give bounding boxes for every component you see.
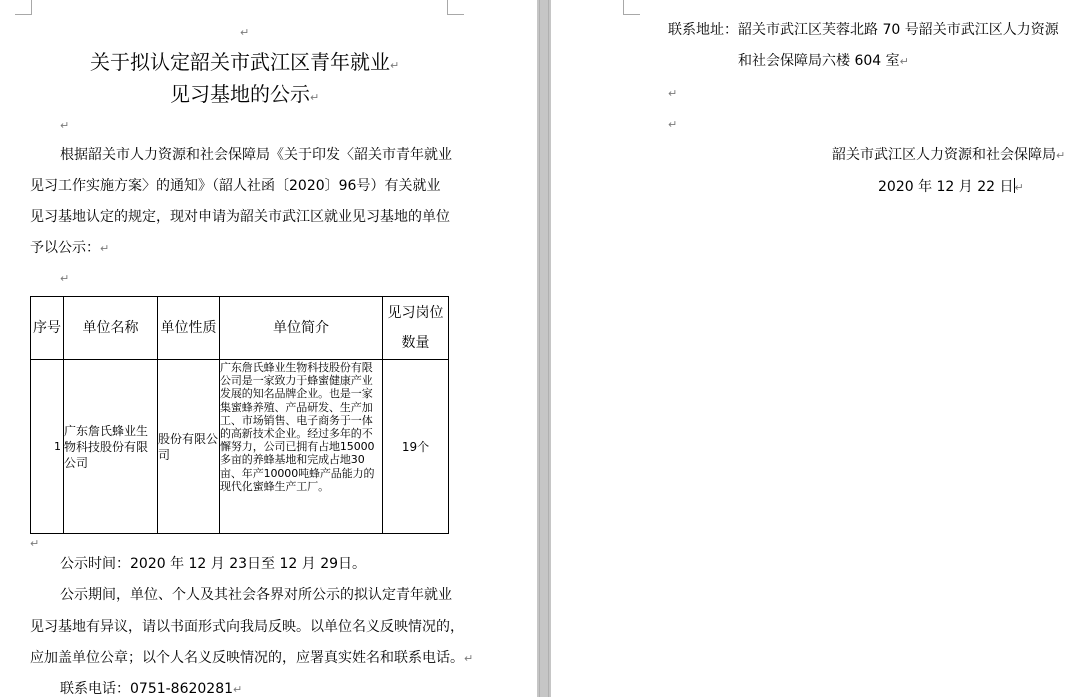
cell-name[interactable]: 广东詹氏蜂业生物科技股份有限公司	[64, 360, 158, 534]
cell-posts[interactable]: 19个	[383, 360, 449, 534]
paragraph-mark: ↵	[668, 118, 678, 131]
signature-date[interactable]: 2020 年 12 月 22 日↵	[878, 179, 1024, 195]
objection-line-1[interactable]: 公示期间，单位、个人及其社会各界对所公示的拟认定青年就业	[60, 587, 452, 603]
table-header-row	[31, 297, 449, 360]
cell-nature[interactable]: 股份有限公司	[158, 360, 220, 534]
crop-mark-top-left	[623, 0, 640, 15]
cell-no[interactable]: 1	[31, 360, 64, 534]
paragraph-mark: ↵	[60, 272, 70, 285]
body-line-3[interactable]: 见习基地认定的规定，现对申请为韶关市武江区就业见习基地的单位	[30, 209, 450, 225]
signature-organization[interactable]: 韶关市武江区人力资源和社会保障局↵	[832, 147, 1066, 163]
crop-mark-top-right	[447, 0, 464, 15]
header-intro[interactable]: 单位简介	[220, 297, 383, 360]
table-row	[31, 360, 449, 534]
contact-address-line-1[interactable]: 联系地址：韶关市武江区芙蓉北路 70 号韶关市武江区人力资源	[668, 22, 1059, 38]
notice-time[interactable]: 公示时间：2020 年 12 月 23日至 12 月 29日。	[60, 556, 367, 572]
applicant-table	[30, 296, 449, 534]
objection-line-3[interactable]: 应加盖单位公章；以个人名义反映情况的，应署真实姓名和联系电话。↵	[30, 650, 474, 666]
document-title-line-1[interactable]: 关于拟认定韶关市武江区青年就业↵	[90, 50, 400, 74]
page-gutter	[537, 0, 551, 697]
paragraph-mark: ↵	[30, 537, 40, 550]
cell-intro[interactable]: 广东詹氏蜂业生物科技股份有限公司是一家致力于蜂蜜健康产业发展的知名品牌企业。也是一家集蜜蜂养殖、产品研发、生产加工、市场销售、电子商务于一体的高新技术企业。经过多年的不懈努力，公司已拥有占地15000多亩的养蜂基地和完成占地30亩、年产10000吨蜂产品能力的现代化蜜蜂生产工厂。	[220, 360, 383, 534]
paragraph-mark: ↵	[60, 119, 70, 132]
document-title-line-2[interactable]: 见习基地的公示↵	[170, 82, 320, 106]
paragraph-mark: ↵	[668, 87, 678, 100]
contact-phone[interactable]: 联系电话：0751-8620281↵	[60, 681, 243, 697]
contact-address-line-2[interactable]: 和社会保障局六楼 604 室↵	[738, 53, 909, 69]
paragraph-mark: ↵	[240, 26, 250, 39]
objection-line-2[interactable]: 见习基地有异议，请以书面形式向我局反映。以单位名义反映情况的，	[30, 619, 464, 635]
body-line-1[interactable]: 根据韶关市人力资源和社会保障局《关于印发〈韶关市青年就业	[60, 147, 452, 163]
crop-mark-top-left	[15, 0, 32, 15]
header-name[interactable]: 单位名称	[64, 297, 158, 360]
body-line-2[interactable]: 见习工作实施方案〉的通知》（韶人社函〔2020〕96号）有关就业	[30, 178, 441, 194]
document-page-2	[551, 0, 1088, 697]
body-line-4[interactable]: 予以公示：↵	[30, 240, 110, 256]
header-nature[interactable]: 单位性质	[158, 297, 220, 360]
document-page-1	[0, 0, 537, 697]
header-no[interactable]: 序号	[31, 297, 64, 360]
header-posts[interactable]: 见习岗位数量	[383, 297, 449, 360]
